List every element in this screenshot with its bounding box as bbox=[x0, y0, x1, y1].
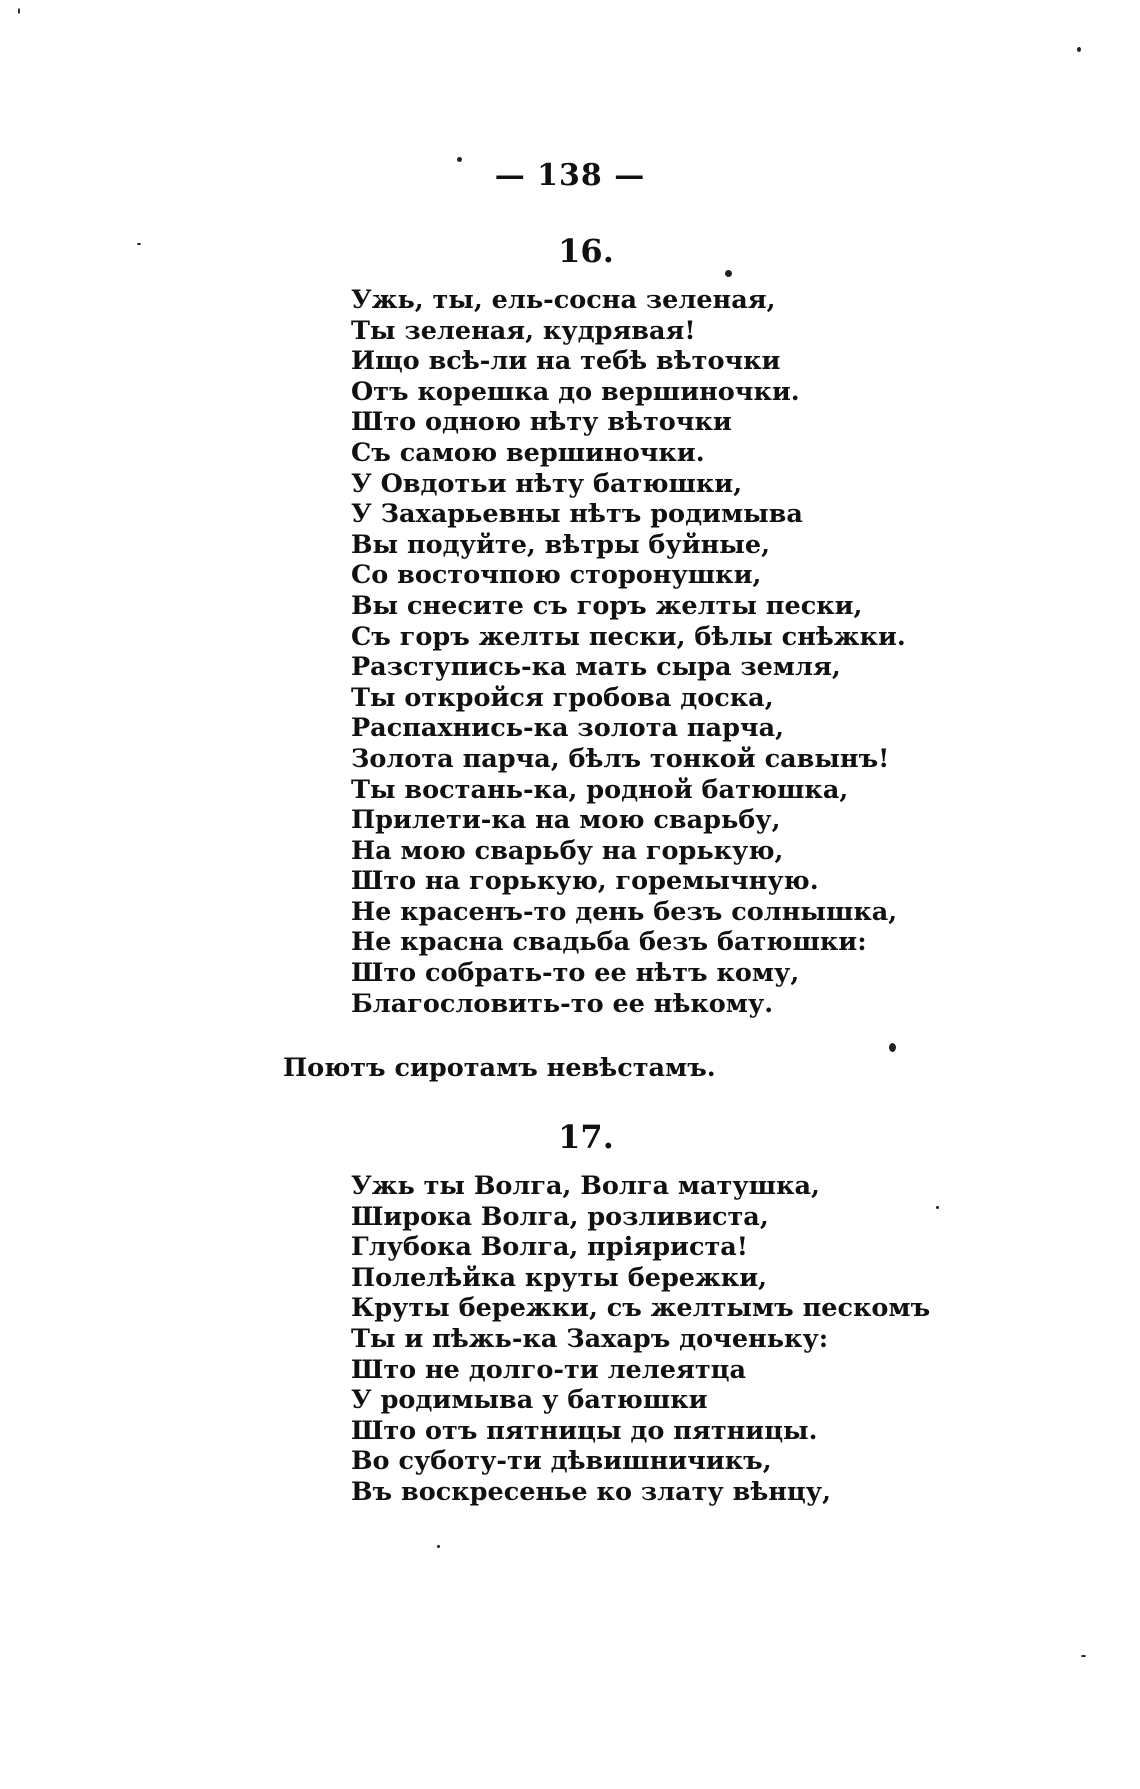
verse-line: Вы подуйте, вѣтры буйные, bbox=[351, 529, 770, 560]
verse-line: На мою сварьбу на горькую, bbox=[351, 835, 784, 866]
verse-line: У Овдотьи нѣту батюшки, bbox=[351, 468, 743, 499]
scan-speck bbox=[936, 1206, 939, 1209]
page-number: — 138 — bbox=[494, 158, 646, 193]
verse-line: Со восточпою сторонушки, bbox=[351, 560, 762, 591]
verse-line: Полелѣйка круты бережки, bbox=[351, 1262, 767, 1293]
scan-speck bbox=[18, 8, 20, 14]
verse-line: Глубока Волга, пріяриста! bbox=[351, 1232, 748, 1263]
verse-line: Разступись-ка мать сыра земля, bbox=[351, 652, 841, 683]
verse-line: Съ самою вершиночки. bbox=[351, 437, 705, 468]
verse-line: У родимыва у батюшки bbox=[351, 1385, 708, 1416]
verse-line: Во суботу-ти дѣвишничикъ, bbox=[351, 1446, 772, 1477]
scan-speck bbox=[889, 1043, 896, 1052]
scan-speck bbox=[137, 243, 141, 245]
verse-line: Ты зеленая, кудрявая! bbox=[351, 315, 696, 346]
verse-line: Распахнись-ка золота парча, bbox=[351, 713, 784, 744]
verse-line: Ужь ты Волга, Волга матушка, bbox=[351, 1171, 820, 1201]
verse-line: У Захарьевны нѣтъ родимыва bbox=[351, 499, 803, 530]
song-verse bbox=[351, 285, 906, 1019]
verse-line: Што собрать-то ее нѣтъ кому, bbox=[351, 958, 800, 989]
verse-line: Отъ корешка до вершиночки. bbox=[351, 376, 800, 407]
verse-line: Ты востань-ка, родной батюшка, bbox=[351, 774, 849, 805]
verse-line: Ищо всѣ-ли на тебѣ вѣточки bbox=[351, 346, 781, 377]
verse-line: Што отъ пятницы до пятницы. bbox=[351, 1415, 818, 1446]
verse-line: Круты бережки, съ желтымъ пескомъ bbox=[351, 1293, 931, 1324]
song-number: 16. bbox=[558, 232, 614, 270]
verse-line: Золота парча, бѣлъ тонкой савынъ! bbox=[351, 743, 890, 774]
verse-line: Што не долго-ти лелеятца bbox=[351, 1354, 746, 1385]
song-number: 17. bbox=[558, 1118, 614, 1156]
verse-line: Што на горькую, горемычную. bbox=[351, 866, 819, 897]
verse-line: Вы снесите съ горъ желты пески, bbox=[351, 590, 863, 621]
scan-speck bbox=[437, 1545, 440, 1548]
verse-line: Въ воскресенье ко злату вѣнцу, bbox=[351, 1476, 831, 1507]
verse-line: Ужь, ты, ель-сосна зеленая, bbox=[351, 285, 776, 315]
scan-speck bbox=[725, 270, 732, 277]
verse-line: Съ горъ желты пески, бѣлы снѣжки. bbox=[351, 621, 906, 652]
verse-line: Што одною нѣту вѣточки bbox=[351, 407, 732, 438]
verse-line: Широка Волга, розливиста, bbox=[351, 1201, 769, 1232]
scan-speck bbox=[1081, 1655, 1086, 1657]
verse-line: Не красенъ-то день безъ солнышка, bbox=[351, 896, 898, 927]
song-verse bbox=[351, 1171, 930, 1508]
scan-speck bbox=[1077, 47, 1081, 52]
verse-line: Не красна свадьба безъ батюшки: bbox=[351, 927, 867, 958]
verse-line: Прилети-ка на мою сварьбу, bbox=[351, 805, 781, 836]
scan-speck bbox=[457, 157, 462, 162]
song-note: Поютъ сиротамъ невѣстамъ. bbox=[283, 1053, 716, 1083]
verse-line: Благословить-то ее нѣкому. bbox=[351, 988, 774, 1019]
verse-line: Ты и пѣжь-ка Захаръ доченьку: bbox=[351, 1323, 829, 1354]
verse-line: Ты откройся гробова доска, bbox=[351, 682, 774, 713]
